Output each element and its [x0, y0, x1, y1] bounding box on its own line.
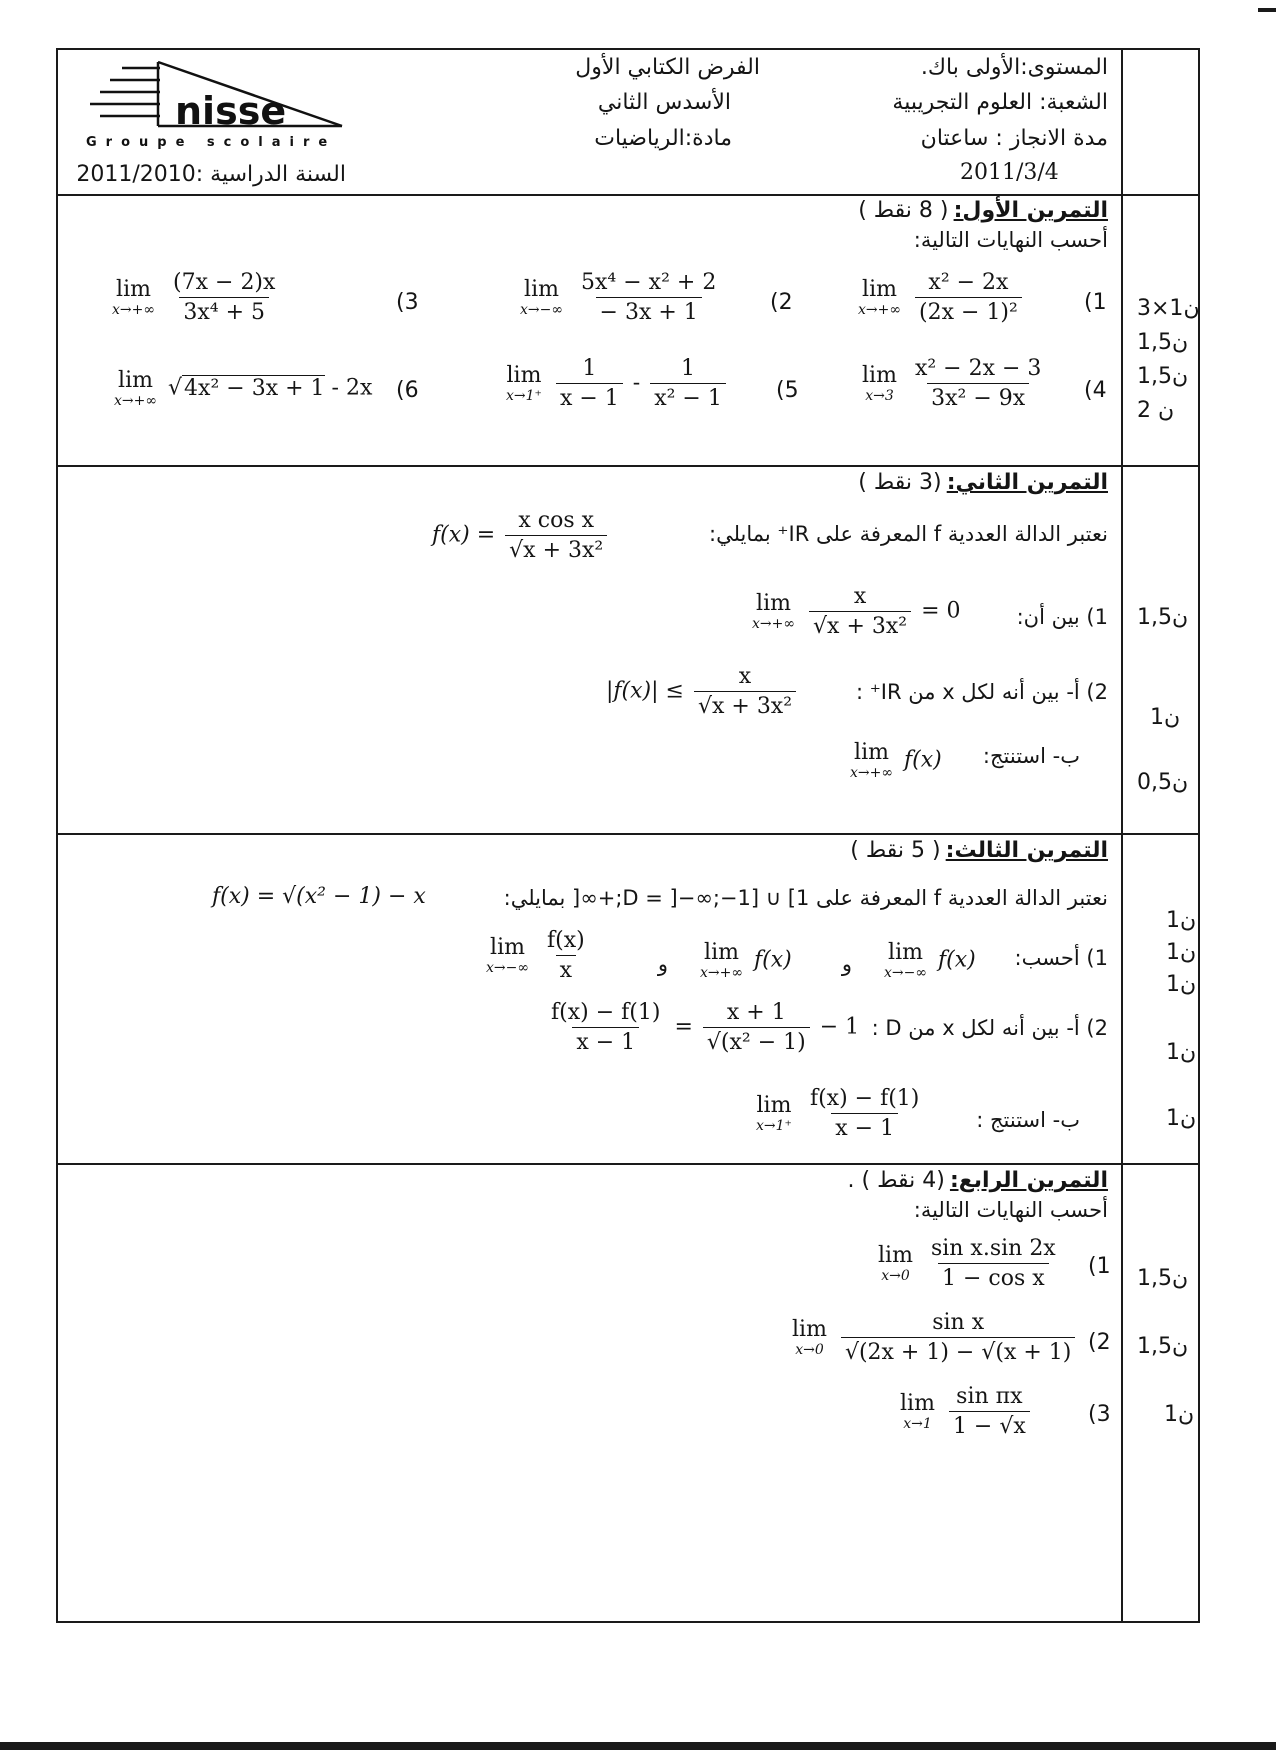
- frac-den: 1 − cos x: [938, 1263, 1049, 1291]
- lim-sub: x→1: [903, 1416, 932, 1432]
- frac-num: x² − 2x − 3: [914, 356, 1042, 381]
- ex1-limit-5: [506, 356, 729, 411]
- frac-den: √x + 3x²: [809, 611, 911, 639]
- lim-sub: x→1⁺: [506, 388, 542, 404]
- lim-word: lim: [116, 277, 151, 302]
- lim-word: lim: [506, 363, 542, 388]
- ex2-q2a-label: 2) أ- بين أنه لكل x من IR⁺ :: [855, 680, 1108, 704]
- score-column-divider: [1121, 48, 1123, 1623]
- lim-sub: x→−∞: [486, 960, 530, 976]
- ex3-score-1: 1ن: [1166, 908, 1197, 933]
- frac-den: x − 1: [831, 1113, 898, 1141]
- ex4-heading: [848, 1168, 1108, 1193]
- ex1-index-2: (2: [770, 290, 793, 315]
- frac-den: √(x² − 1): [703, 1027, 810, 1055]
- lim-word: lim: [862, 363, 897, 388]
- ex3-q2a-label: 2) أ- بين أنه لكل x من D :: [871, 1016, 1108, 1040]
- lim-sub: x→−∞: [884, 965, 928, 981]
- ex3-score-4: 1ن: [1166, 1040, 1197, 1065]
- minus-sign: -: [632, 370, 641, 396]
- logo-text: nisse: [175, 89, 287, 133]
- lim-sub: x→0: [881, 1268, 910, 1284]
- lim-sub: x→+∞: [858, 302, 902, 318]
- school-year: السنة الدراسية :2011/2010: [76, 162, 346, 187]
- ex2-function-definition: [432, 508, 610, 563]
- ex3-q2b-label: ب- استنتج :: [976, 1108, 1080, 1132]
- ex2-q2b-label: ب- استنتج:: [982, 744, 1080, 768]
- ex4-title: التمرين الرابع:: [949, 1168, 1108, 1193]
- ex3-q1-limit-c: [486, 928, 592, 983]
- ex2-title: التمرين الثاني:: [946, 470, 1108, 495]
- level-label: المستوى:الأولى باك.: [920, 55, 1108, 80]
- ex3-q1-limit-a: [884, 940, 976, 981]
- ex1-limit-3: [112, 270, 282, 325]
- ex1-limit-1: [858, 270, 1025, 325]
- tail-term: - 2x: [331, 375, 373, 401]
- ex4-index-3: (3: [1088, 1402, 1111, 1427]
- ex4-score-2: 1,5ن: [1137, 1334, 1189, 1359]
- frac-num: x: [738, 664, 752, 689]
- ex2-score-2: 1ن: [1150, 705, 1181, 730]
- frac-num: sin x: [932, 1310, 985, 1335]
- lim-sub: x→1⁺: [756, 1118, 792, 1134]
- lim-sub: x→0: [795, 1342, 824, 1358]
- tail-term: − 1: [819, 1014, 860, 1040]
- frac-num: (7x − 2)x: [173, 270, 276, 295]
- ex3-intro: نعتبر الدالة العددية f المعرفة على D = ]−∞;−1] ∪ [1;+∞[ بمايلي:: [503, 886, 1108, 910]
- logo-subtitle: Groupe scolaire: [86, 135, 337, 150]
- frac-den: 3x⁴ + 5: [179, 297, 269, 325]
- frac-num: x + 1: [726, 1000, 786, 1025]
- lim-word: lim: [878, 1243, 913, 1268]
- duration-label: مدة الانجاز : ساعتان: [920, 126, 1108, 151]
- lim-word: lim: [756, 1093, 792, 1118]
- lim-sub: x→+∞: [700, 965, 744, 981]
- ex4-index-2: (2: [1088, 1330, 1111, 1355]
- frac-den: √x + 3x²: [505, 535, 607, 563]
- abs-f: |f(x)| ≤: [606, 678, 684, 704]
- ex3-q2b-limit: [756, 1086, 926, 1141]
- ex1-instruction: أحسب النهايات التالية:: [913, 228, 1108, 252]
- ex1-index-4: (4: [1084, 378, 1107, 403]
- divider-ex1: [56, 465, 1200, 467]
- ex1-score-4: 2 ن: [1137, 398, 1175, 423]
- ex4-index-1: (1: [1088, 1254, 1111, 1279]
- frac-den: √x + 3x²: [694, 691, 796, 719]
- lim-sub: x→+∞: [752, 616, 796, 632]
- ex3-heading: [850, 838, 1108, 863]
- ex3-q1-limit-b: [700, 940, 792, 981]
- branch-label: الشعبة: العلوم التجريبية: [892, 90, 1108, 115]
- exam-date: 2011/3/4: [960, 160, 1059, 185]
- lim-word: lim: [854, 740, 889, 765]
- exam-title: الفرض الكتابي الأول: [575, 55, 760, 80]
- lim-sub: x→+∞: [112, 302, 156, 318]
- frac-num: sin πx: [956, 1384, 1023, 1409]
- ex1-heading: [858, 198, 1108, 223]
- lim-word: lim: [756, 591, 791, 616]
- ex2-q1-limit: [752, 584, 961, 639]
- ex1-title: التمرين الأول:: [953, 198, 1108, 223]
- frac-num: x: [853, 584, 867, 609]
- ex2-heading: [858, 470, 1108, 495]
- frac-num: x cos x: [518, 508, 595, 533]
- equals-zero: = 0: [921, 598, 961, 624]
- lim-word: lim: [704, 940, 739, 965]
- lim-sub: x→+∞: [114, 393, 158, 409]
- ex1-score-3: 1,5ن: [1137, 364, 1189, 389]
- ex4-limit-1: [878, 1236, 1063, 1291]
- ex3-score-2: 1ن: [1166, 940, 1197, 965]
- ex3-and-1: و: [841, 952, 852, 976]
- ex1-score-1: 3×1ن: [1137, 296, 1200, 321]
- ex2-q1-label: 1) بين أن:: [1016, 605, 1108, 629]
- frac-num: x² − 2x: [928, 270, 1009, 295]
- frac-den: 3x² − 9x: [927, 383, 1029, 411]
- ex3-function-definition: f(x) = √(x² − 1) − x: [212, 884, 426, 909]
- ex3-score-3: 1ن: [1166, 972, 1197, 997]
- lim-sub: x→3: [865, 388, 894, 404]
- ex4-limit-3: [900, 1384, 1033, 1439]
- ex1-points: ( 8 نقط ): [858, 198, 949, 223]
- lim-sub: x→+∞: [850, 765, 894, 781]
- ex2-intro: نعتبر الدالة العددية f المعرفة على IR⁺ بمايلي:: [709, 522, 1108, 546]
- divider-ex3: [56, 1163, 1200, 1165]
- ex4-points: (4 نقط ) .: [847, 1168, 945, 1193]
- lim-word: lim: [888, 940, 923, 965]
- school-logo: [80, 60, 350, 150]
- ex3-score-5: 1ن: [1166, 1106, 1197, 1131]
- ex1-limit-2: [520, 270, 723, 325]
- lim-word: lim: [900, 1391, 935, 1416]
- ex2-score-3: 0,5ن: [1137, 770, 1189, 795]
- frac-den: (2x − 1)²: [915, 297, 1022, 325]
- ex1-index-1: (1: [1084, 290, 1107, 315]
- frac-den: x² − 1: [650, 383, 726, 411]
- ex1-index-3: (3: [396, 290, 419, 315]
- radicand: 4x² − 3x + 1: [184, 375, 325, 401]
- ex4-score-1: 1,5ن: [1137, 1266, 1189, 1291]
- ex4-instruction: أحسب النهايات التالية:: [913, 1198, 1108, 1222]
- frac-num: 1: [582, 356, 597, 381]
- f-of-x: f(x): [938, 947, 976, 973]
- f-of-x: f(x): [904, 747, 942, 773]
- frac-den: x: [556, 955, 576, 983]
- ex2-q2b-limit: [850, 740, 942, 781]
- lim-sub: x→−∞: [520, 302, 564, 318]
- ex1-index-6: (6: [396, 378, 419, 403]
- ex1-index-5: (5: [776, 378, 799, 403]
- ex2-q2a-inequality: [606, 664, 799, 719]
- ex2-points: (3 نقط ): [858, 470, 942, 495]
- frac-den: √(2x + 1) − √(x + 1): [841, 1337, 1075, 1365]
- subject-label: مادة:الرياضيات: [594, 126, 732, 151]
- ex3-q2a-identity: $\frac{f(x) - f(1)}{x - 1}$ = $\frac{x + 1}{\text{√(x² − 1)}}$ − 1: [544, 1000, 859, 1055]
- divider-ex2: [56, 833, 1200, 835]
- ex2-score-1: 1,5ن: [1137, 605, 1189, 630]
- ex3-and-2: و: [657, 952, 668, 976]
- lim-word: lim: [524, 277, 559, 302]
- divider-header: [56, 194, 1200, 196]
- frac-num: sin x.sin 2x: [930, 1236, 1056, 1261]
- frac-den: − 3x + 1: [596, 297, 702, 325]
- semester-label: الأسدس الثاني: [597, 90, 731, 115]
- ex4-score-3: 1ن: [1164, 1402, 1195, 1427]
- frac-num: f(x): [547, 928, 585, 953]
- scan-bottom-edge: [0, 1742, 1276, 1750]
- ex1-limit-6: lim x→+∞ √4x² − 3x + 1 - 2x: [114, 368, 373, 409]
- lim-word: lim: [490, 935, 525, 960]
- lim-word: lim: [792, 1317, 827, 1342]
- ex3-points: ( 5 نقط ): [850, 838, 941, 863]
- frac-den: x − 1: [572, 1027, 639, 1055]
- lim-word: lim: [862, 277, 897, 302]
- ex1-score-2: 1,5ن: [1137, 330, 1189, 355]
- frac-num: f(x) − f(1): [551, 1000, 661, 1025]
- lim-word: lim: [118, 368, 153, 393]
- f-lhs: f(x) =: [432, 522, 496, 548]
- ex4-limit-2: [792, 1310, 1078, 1365]
- corner-mark: [1258, 8, 1276, 12]
- ex1-limit-4: [862, 356, 1048, 411]
- ex3-title: التمرين الثالث:: [945, 838, 1108, 863]
- frac-den: x − 1: [556, 383, 623, 411]
- frac-num: 1: [681, 356, 696, 381]
- f-of-x: f(x): [754, 947, 792, 973]
- frac-den: 1 − √x: [949, 1411, 1030, 1439]
- frac-num: 5x⁴ − x² + 2: [581, 270, 717, 295]
- frac-num: f(x) − f(1): [809, 1086, 920, 1111]
- ex3-q1-label: 1) أحسب:: [1014, 946, 1108, 970]
